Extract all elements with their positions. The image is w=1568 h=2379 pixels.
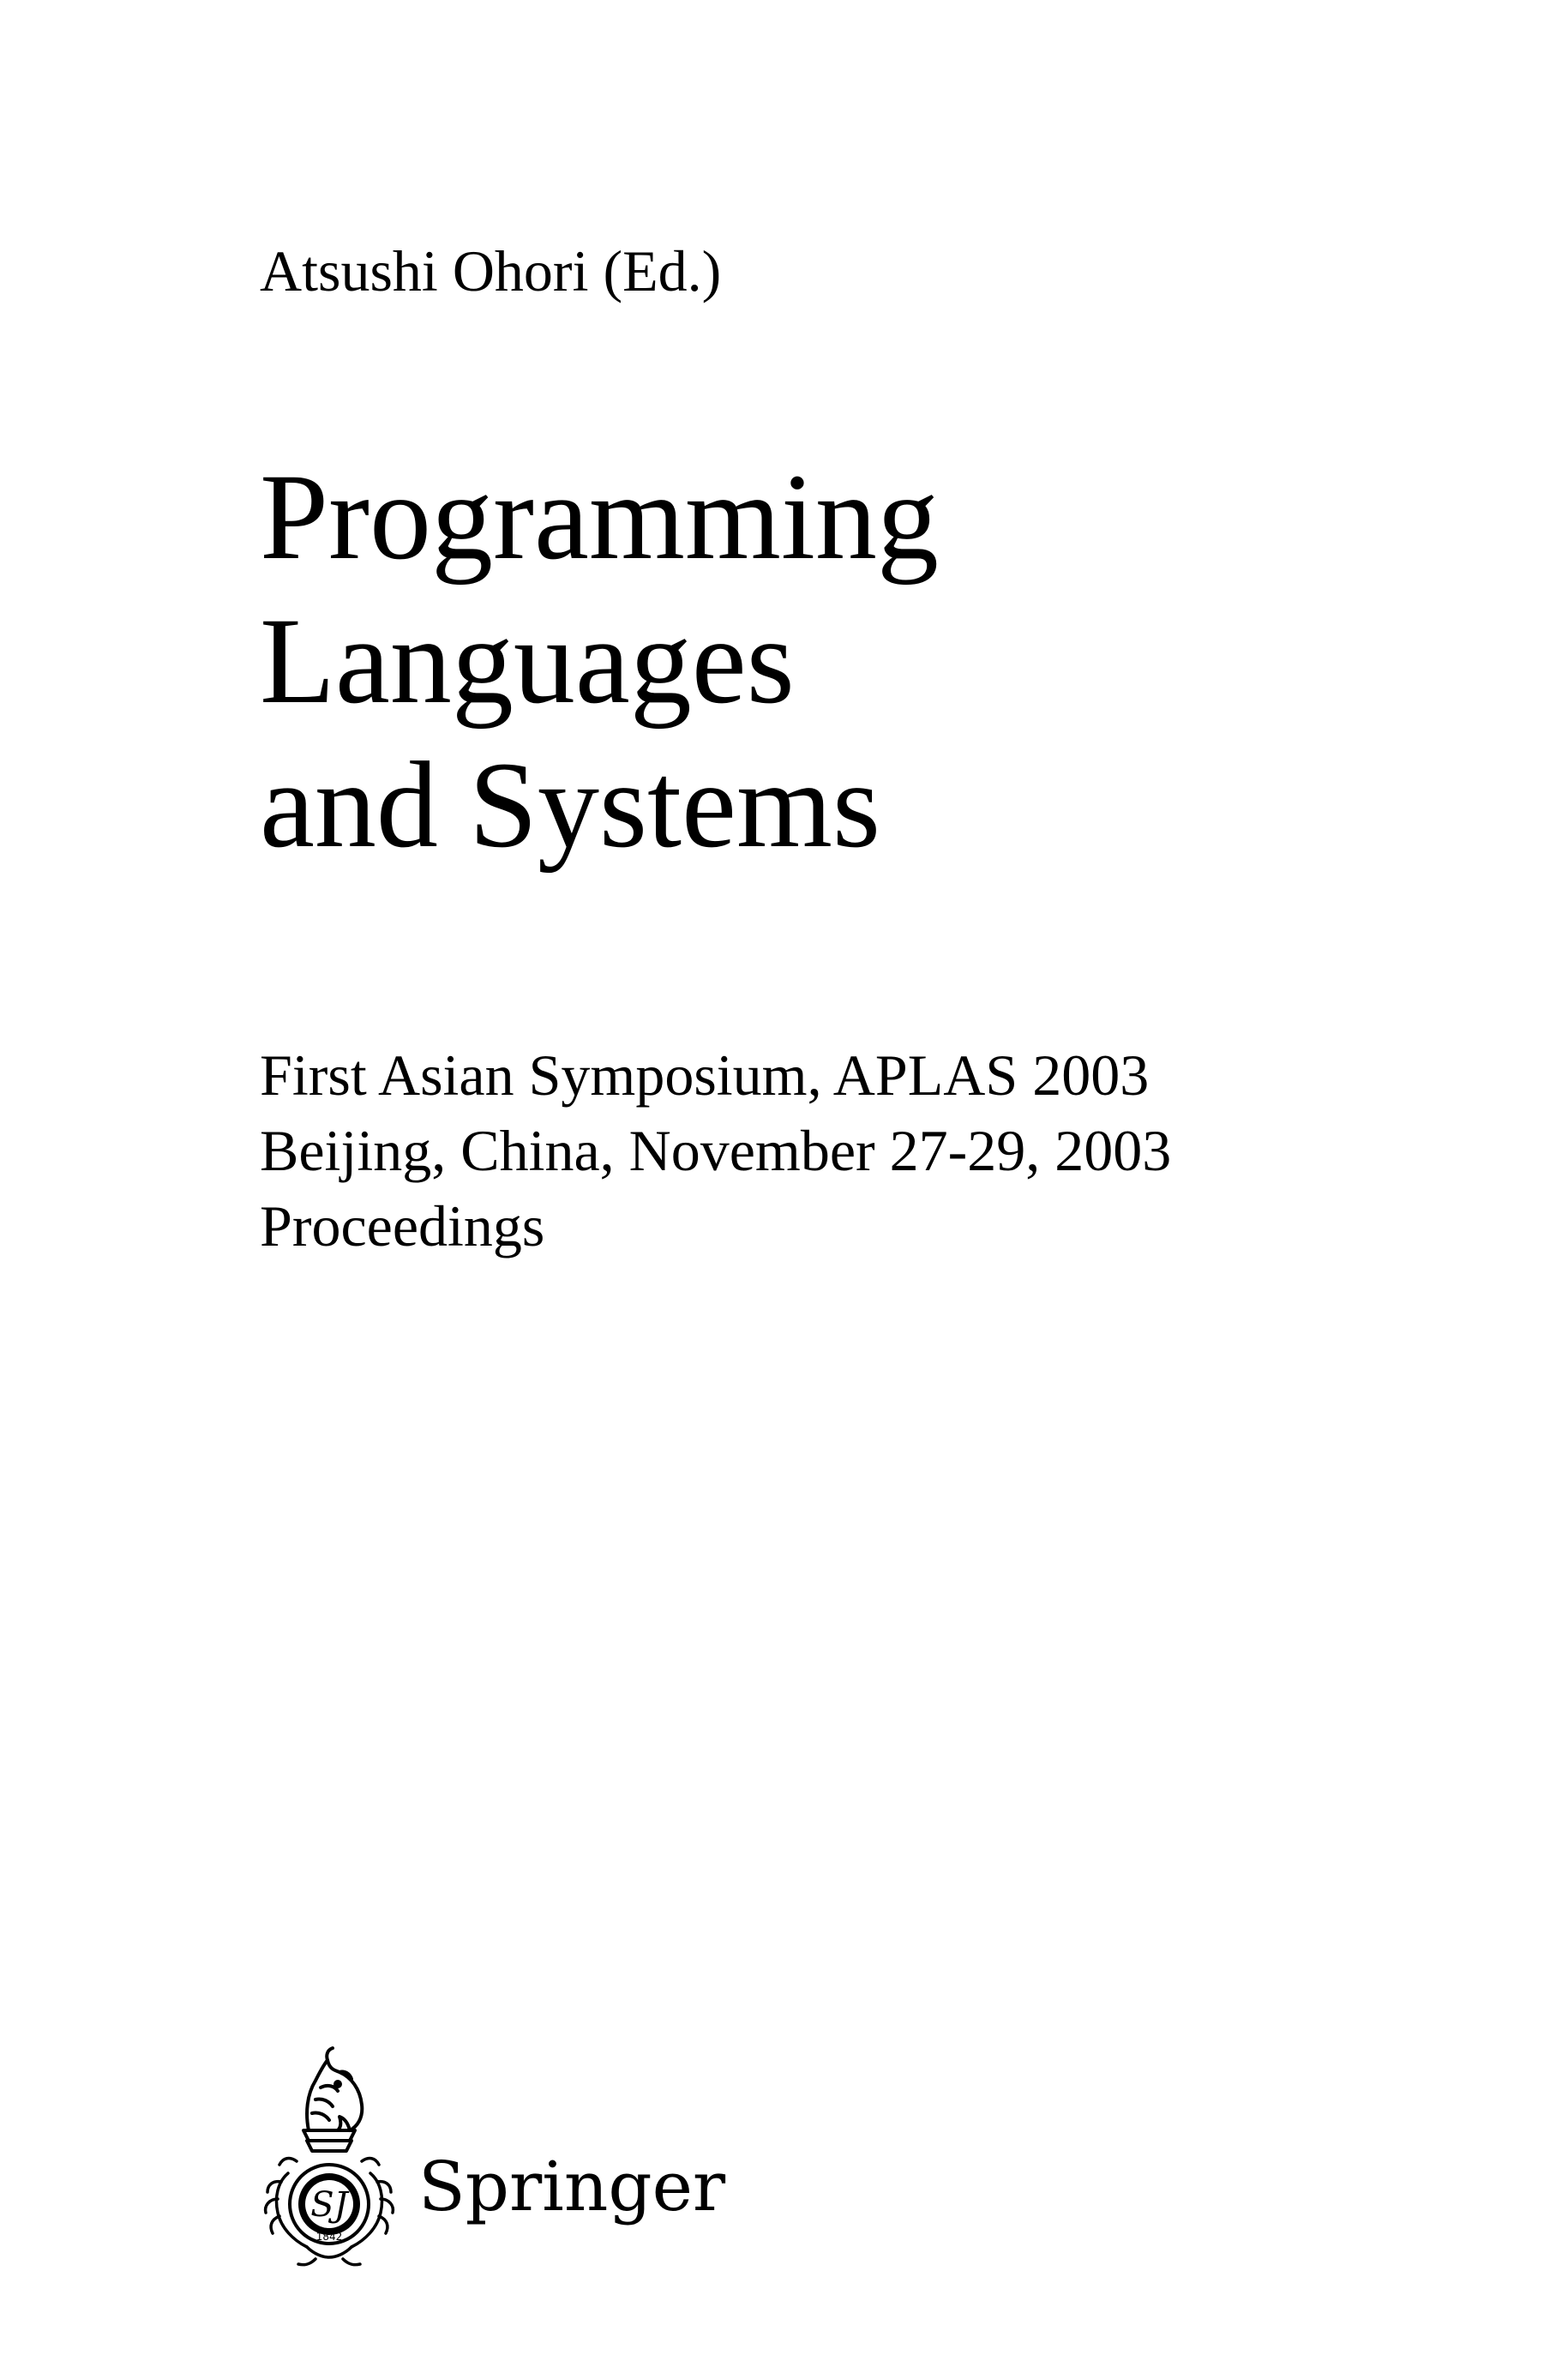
conference-location-date: Beijing, China, November 27-29, 2003 — [260, 1118, 1172, 1183]
book-title-line-3: and Systems — [260, 737, 881, 874]
book-title-line-1: Programming — [260, 449, 939, 586]
book-title — [260, 446, 939, 878]
conference-name: First Asian Symposium, APLAS 2003 — [260, 1042, 1150, 1108]
proceedings-label: Proceedings — [260, 1193, 545, 1259]
editor-name: Atsushi Ohori (Ed.) — [260, 238, 722, 303]
conference-info — [260, 1037, 1171, 1264]
book-title-line-2: Languages — [260, 593, 795, 730]
svg-text:SJ: SJ — [310, 2185, 348, 2225]
publisher-name: Springer — [418, 2147, 726, 2226]
svg-text:1842: 1842 — [315, 2231, 343, 2243]
springer-horse-logo-icon — [255, 2045, 403, 2268]
publisher-block — [255, 2045, 726, 2268]
